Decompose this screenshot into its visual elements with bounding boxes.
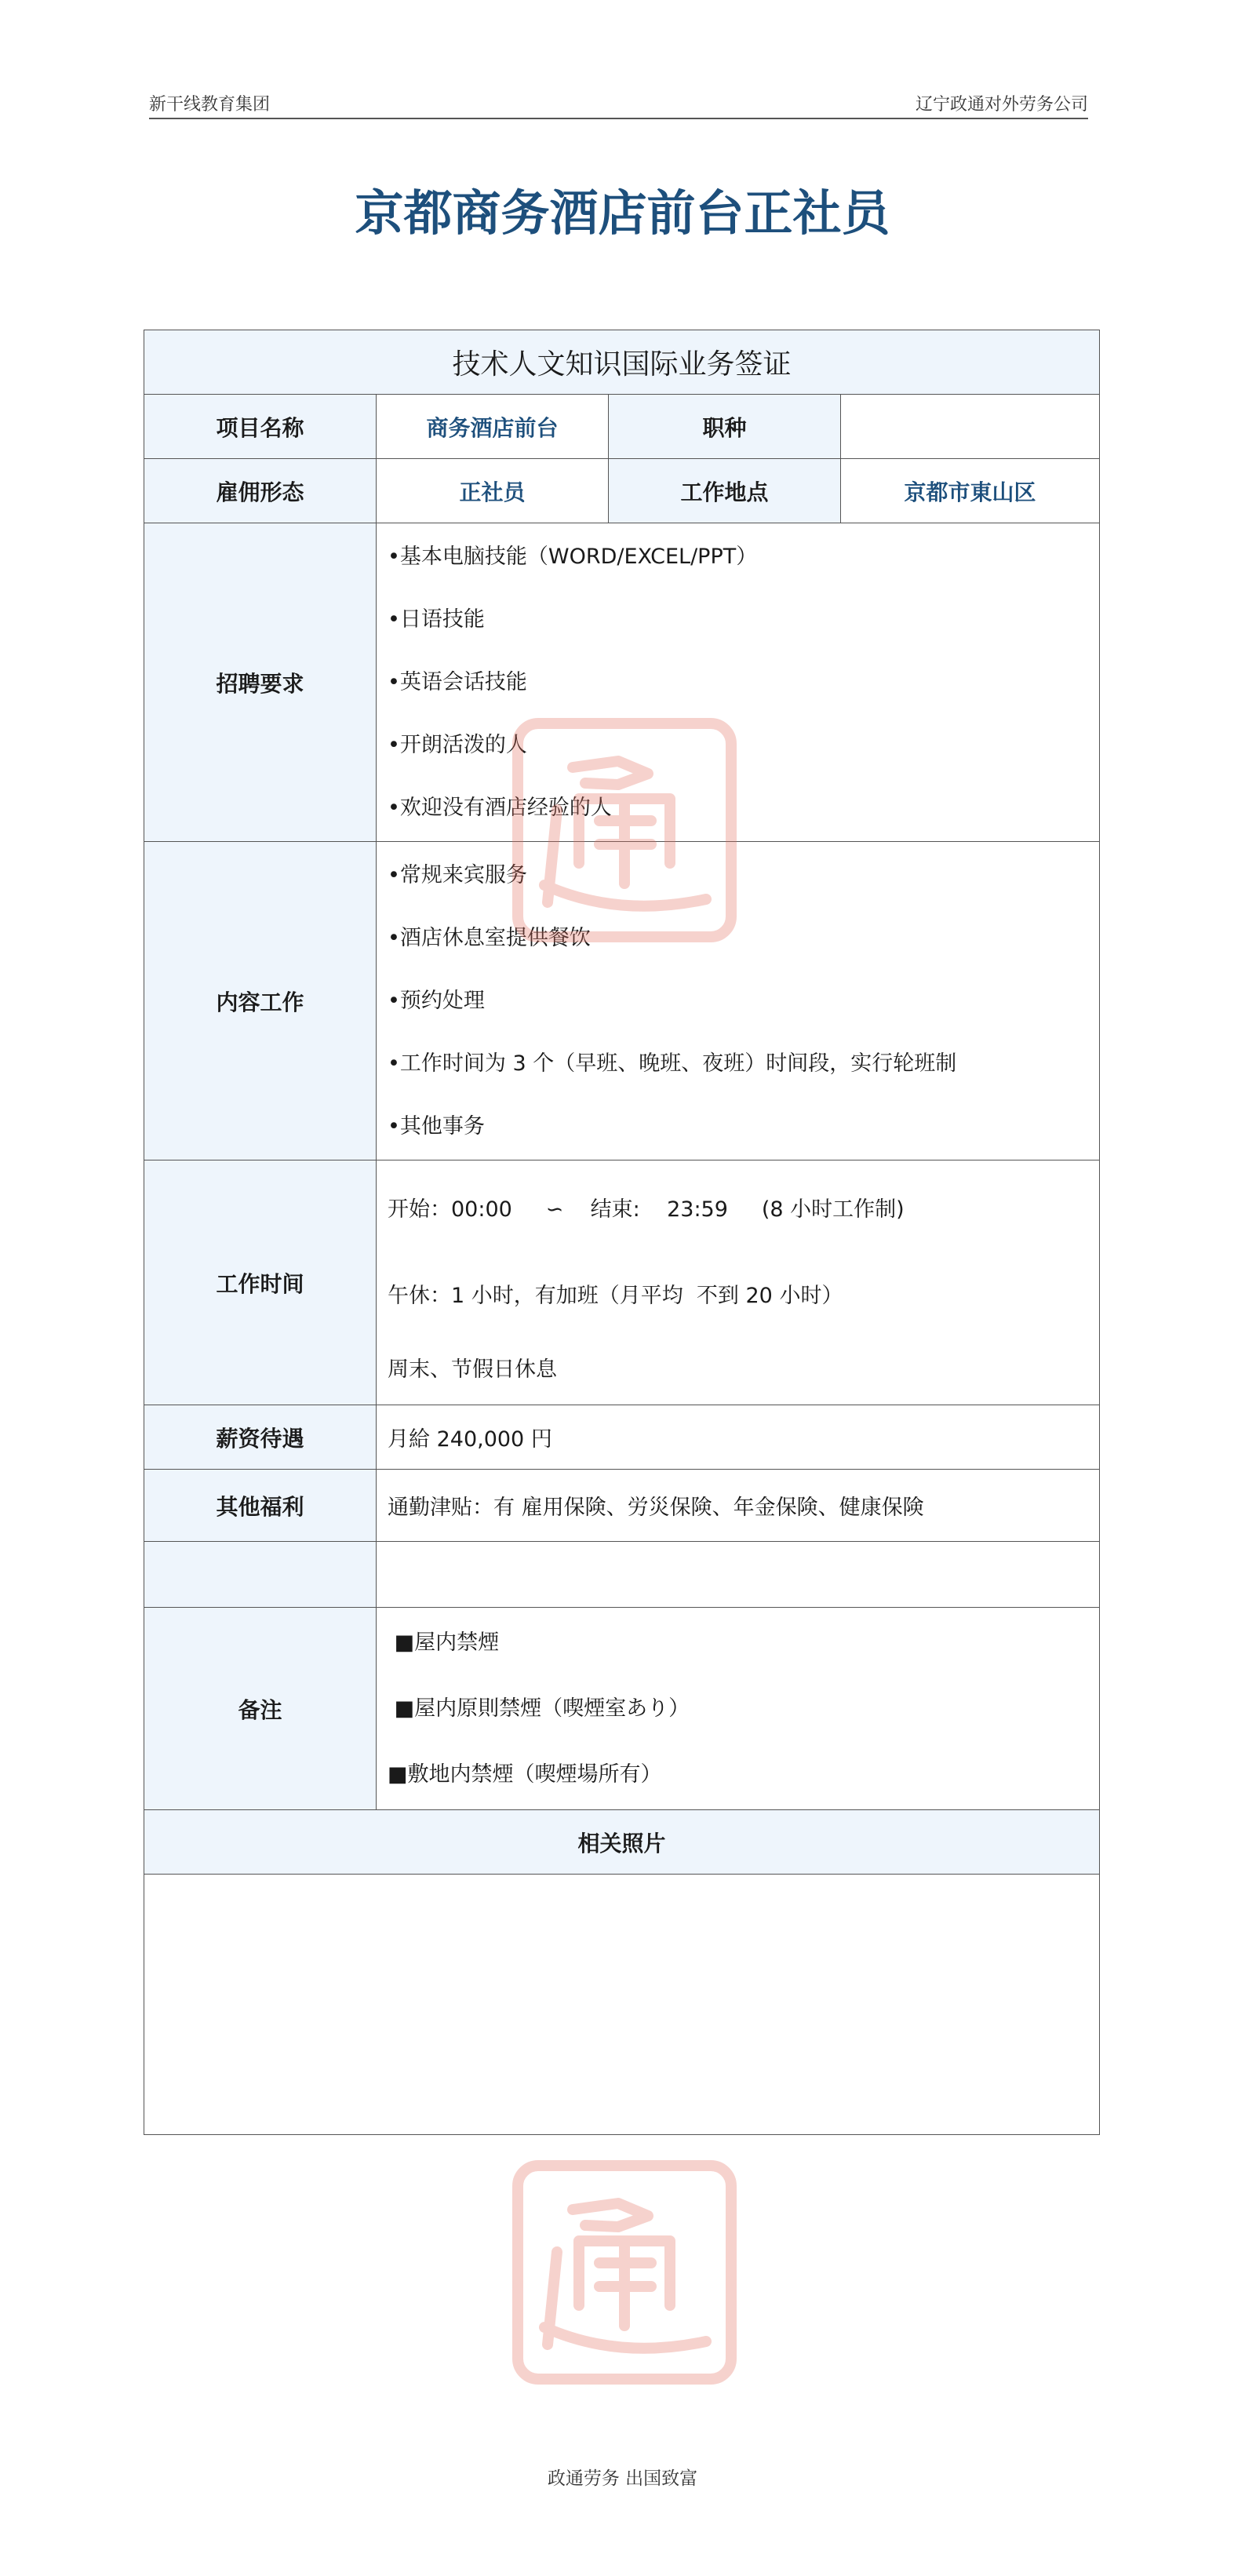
table-row-photos-heading (144, 1810, 1100, 1875)
job-info-table (144, 330, 1100, 2135)
table-row-blank (144, 1542, 1100, 1608)
value-blank (377, 1542, 1100, 1608)
label-project-name: 项目名称 (144, 395, 377, 459)
label-notes: 备注 (144, 1608, 377, 1810)
list-item: ■屋内原則禁煙（喫煙室あり） (388, 1696, 690, 1721)
label-job-type: 职种 (609, 395, 841, 459)
list-item: •预约处理 (388, 988, 485, 1013)
list-item: •基本电脑技能（WORD/EXCEL/PPT） (388, 544, 758, 569)
label-work-location: 工作地点 (609, 459, 841, 523)
label-related-photos: 相关照片 (144, 1810, 1100, 1875)
table-row-project (144, 395, 1100, 459)
label-benefits: 其他福利 (144, 1470, 377, 1542)
list-item: ■屋内禁煙 (388, 1630, 500, 1655)
seal-watermark-icon (501, 2148, 748, 2396)
requirements-list (377, 523, 1100, 842)
table-row-salary (144, 1405, 1100, 1470)
visa-type-banner: 技术人文知识国际业务签证 (144, 330, 1100, 395)
list-item: •欢迎没有酒店经验的人 (388, 795, 612, 820)
value-project-name: 商务酒店前台 (377, 395, 609, 459)
list-item: •开朗活泼的人 (388, 732, 527, 757)
list-item: •常规来宾服务 (388, 862, 527, 887)
table-row-benefits (144, 1470, 1100, 1542)
list-item: •酒店休息室提供餐饮 (388, 925, 591, 950)
list-item: •英语会话技能 (388, 669, 527, 694)
list-item: •工作时间为 3 个（早班、晚班、夜班）时间段，实行轮班制 (388, 1051, 957, 1076)
label-work-hours: 工作时间 (144, 1160, 377, 1405)
table-row-employment (144, 459, 1100, 523)
work-hours-break: 午休：1 小时，有加班（月平均 不到 20 小时） (388, 1284, 843, 1308)
label-employment-type: 雇佣形态 (144, 459, 377, 523)
seal-text: 通 (621, 855, 628, 864)
list-item: •日语技能 (388, 607, 485, 632)
footer-slogan: 政通劳务 出国致富 (547, 2469, 698, 2489)
list-item: •其他事务 (388, 1113, 485, 1139)
header-company-left: 新干线教育集团 (149, 95, 271, 115)
label-salary: 薪资待遇 (144, 1405, 377, 1470)
label-requirements: 招聘要求 (144, 523, 377, 842)
table-row-requirements (144, 523, 1100, 842)
list-item: ■敷地内禁煙（喫煙場所有） (388, 1762, 662, 1787)
photos-area (144, 1875, 1100, 2135)
table-row-photos-area (144, 1875, 1100, 2135)
value-benefits: 通勤津贴：有 雇用保険、労災保険、年金保険、健康保険 (377, 1470, 1100, 1542)
label-blank (144, 1542, 377, 1608)
work-hours-shift: 开始：00:00 ∽ 结束: 23:59 (8 小时工作制) (388, 1197, 905, 1222)
duties-list (377, 842, 1100, 1160)
value-job-type (841, 395, 1100, 459)
notes-list (377, 1608, 1100, 1810)
table-row-duties (144, 842, 1100, 1160)
table-row-hours (144, 1160, 1100, 1405)
header-company-right: 辽宁政通对外劳务公司 (915, 95, 1088, 115)
value-employment-type: 正社员 (377, 459, 609, 523)
value-work-location: 京都市東山区 (841, 459, 1100, 523)
page-title: 京都商务酒店前台正社员 (355, 184, 890, 242)
value-salary: 月給 240,000 円 (377, 1405, 1100, 1470)
work-hours-detail (377, 1160, 1100, 1405)
work-hours-holidays: 周末、节假日休息 (388, 1357, 557, 1382)
label-job-duties: 内容工作 (144, 842, 377, 1160)
header-rule (149, 118, 1088, 119)
table-row-notes (144, 1608, 1100, 1810)
